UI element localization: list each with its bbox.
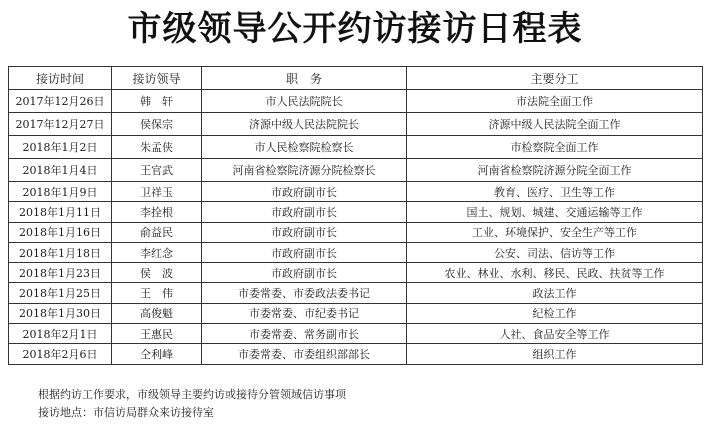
cell-leader: 王 伟	[112, 283, 202, 303]
cell-date: 2018年1月25日	[9, 283, 112, 303]
cell-position: 市人民检察院检察长	[202, 136, 407, 159]
table-row	[9, 303, 703, 323]
table-row	[9, 159, 703, 182]
cell-date: 2018年1月9日	[9, 182, 112, 202]
cell-duty: 政法工作	[407, 283, 703, 303]
footer-location: 接访地点：市信访局群众来访接待室	[38, 406, 214, 419]
cell-duty: 公安、司法、信访等工作	[407, 242, 703, 262]
cell-leader: 侯保宗	[112, 113, 202, 136]
cell-leader: 李拴根	[112, 202, 202, 222]
cell-position: 市委常委、常务副市长	[202, 324, 407, 344]
cell-position: 济源中级人民法院院长	[202, 113, 407, 136]
cell-leader: 高俊魁	[112, 303, 202, 323]
page-title: 市级领导公开约访接访日程表	[127, 9, 583, 49]
cell-leader: 侯 波	[112, 263, 202, 283]
cell-duty: 市检察院全面工作	[407, 136, 703, 159]
table-row	[9, 283, 703, 303]
table-row	[9, 324, 703, 344]
table-row	[9, 136, 703, 159]
cell-position: 市委常委、市委政法委书记	[202, 283, 407, 303]
cell-duty: 教育、医疗、卫生等工作	[407, 182, 703, 202]
cell-date: 2018年2月1日	[9, 324, 112, 344]
cell-date: 2017年12月27日	[9, 113, 112, 136]
header-position: 职 务	[202, 67, 407, 90]
cell-date: 2018年1月30日	[9, 303, 112, 323]
cell-leader: 仝利峰	[112, 344, 202, 364]
cell-date: 2017年12月26日	[9, 90, 112, 113]
table-header-row	[9, 67, 703, 90]
table-row	[9, 202, 703, 222]
cell-position: 市政府副市长	[202, 182, 407, 202]
cell-duty: 国土、规划、城建、交通运输等工作	[407, 202, 703, 222]
cell-date: 2018年1月2日	[9, 136, 112, 159]
cell-position: 市政府副市长	[202, 242, 407, 262]
cell-leader: 王惠民	[112, 324, 202, 344]
cell-duty: 济源中级人民法院全面工作	[407, 113, 703, 136]
header-date: 接访时间	[9, 67, 112, 90]
cell-duty: 纪检工作	[407, 303, 703, 323]
cell-date: 2018年1月23日	[9, 263, 112, 283]
cell-leader: 王官武	[112, 159, 202, 182]
cell-leader: 俞益民	[112, 222, 202, 242]
cell-position: 市政府副市长	[202, 263, 407, 283]
table-row	[9, 113, 703, 136]
cell-duty: 组织工作	[407, 344, 703, 364]
table-row	[9, 242, 703, 262]
table-row	[9, 90, 703, 113]
cell-leader: 李红念	[112, 242, 202, 262]
cell-leader: 朱孟侠	[112, 136, 202, 159]
cell-date: 2018年2月6日	[9, 344, 112, 364]
cell-duty: 人社、食品安全等工作	[407, 324, 703, 344]
schedule-table	[8, 66, 703, 365]
table-row	[9, 222, 703, 242]
header-leader: 接访领导	[112, 67, 202, 90]
cell-leader: 卫祥玉	[112, 182, 202, 202]
cell-position: 市政府副市长	[202, 202, 407, 222]
cell-duty: 市法院全面工作	[407, 90, 703, 113]
table-row	[9, 263, 703, 283]
cell-position: 市委常委、市纪委书记	[202, 303, 407, 323]
cell-position: 河南省检察院济源分院检察长	[202, 159, 407, 182]
cell-duty: 农业、林业、水利、移民、民政、扶贫等工作	[407, 263, 703, 283]
table-row	[9, 344, 703, 364]
table-row	[9, 182, 703, 202]
cell-position: 市委常委、市委组织部部长	[202, 344, 407, 364]
cell-date: 2018年1月11日	[9, 202, 112, 222]
header-duty: 主要分工	[407, 67, 703, 90]
cell-duty: 河南省检察院济源分院全面工作	[407, 159, 703, 182]
cell-position: 市政府副市长	[202, 222, 407, 242]
cell-date: 2018年1月18日	[9, 242, 112, 262]
cell-position: 市人民法院院长	[202, 90, 407, 113]
cell-date: 2018年1月4日	[9, 159, 112, 182]
cell-date: 2018年1月16日	[9, 222, 112, 242]
footer-note: 根据约访工作要求，市级领导主要约访或接待分管领域信访事项	[38, 388, 346, 401]
cell-duty: 工业、环境保护、安全生产等工作	[407, 222, 703, 242]
cell-leader: 韩 轩	[112, 90, 202, 113]
